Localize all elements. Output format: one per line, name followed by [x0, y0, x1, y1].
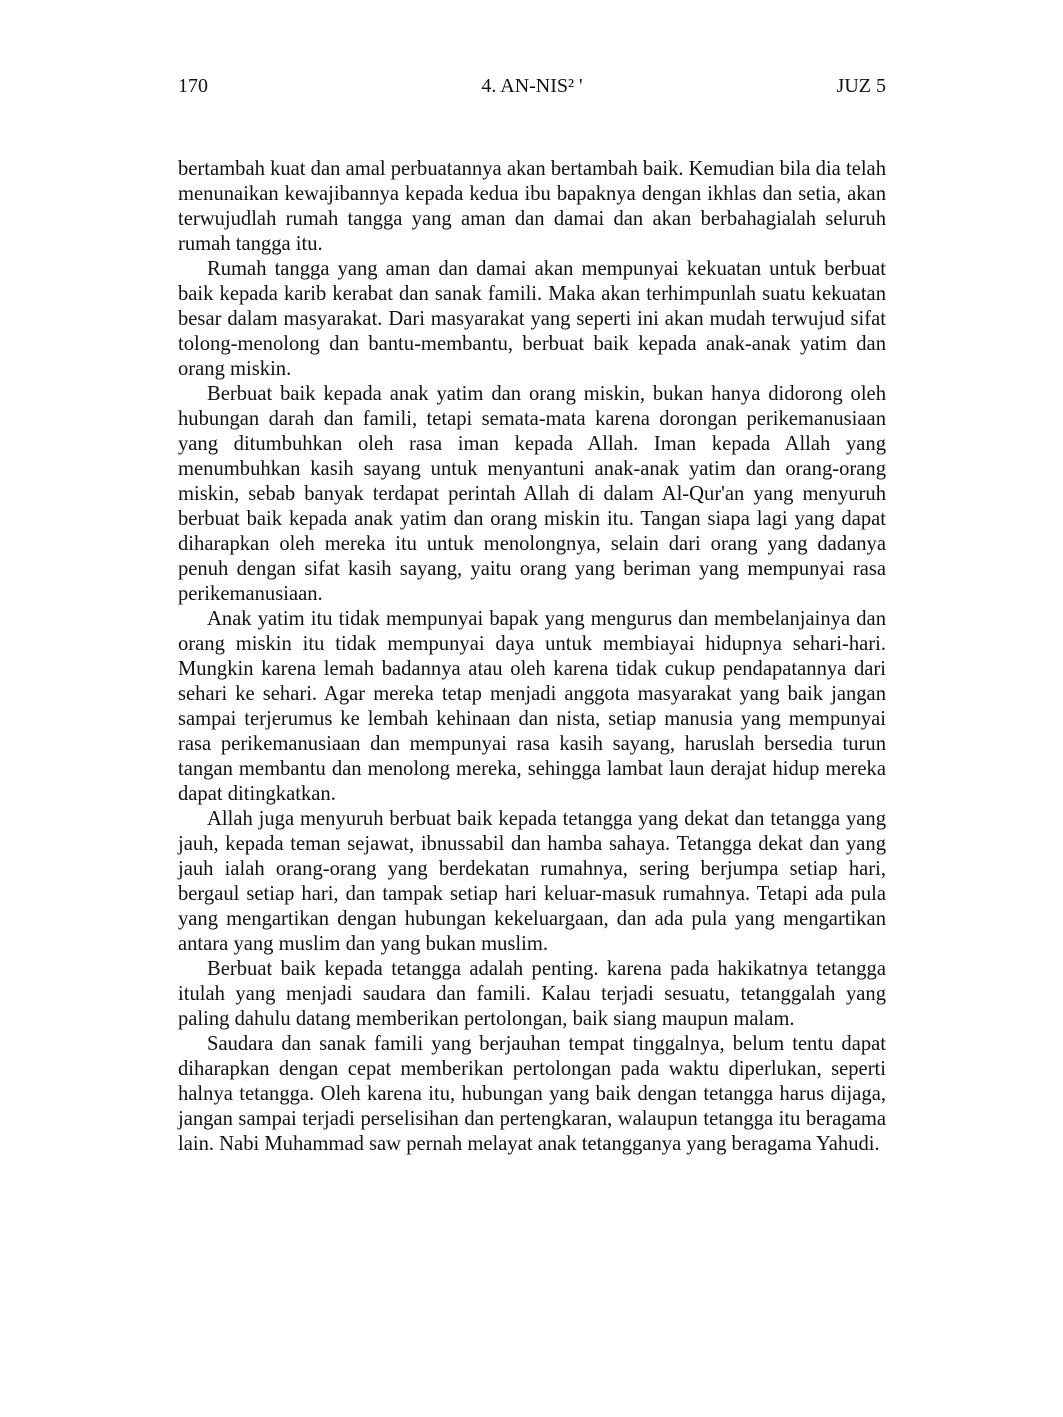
- chapter-title: 4. AN-NIS² ': [481, 75, 583, 97]
- paragraph: Rumah tangga yang aman dan damai akan mempunyai kekuatan untuk berbuat baik kepada karib kerabat dan sanak famili. Maka akan terhimpunlah suatu kekuatan besar dalam masyarakat. Dari masyarakat yang seperti ini akan mudah terwujud sifat tolong-menolong dan bantu-membantu, berbuat baik kepada anak-anak yatim dan orang miskin.: [178, 258, 886, 380]
- page-number: 170: [178, 75, 208, 97]
- paragraph: Saudara dan sanak famili yang berjauhan tempat tinggalnya, belum tentu dapat diharapkan dengan cepat memberikan pertolongan pada waktu diperlukan, seperti halnya tetangga. Oleh karena itu, hubungan yang baik dengan tetangga harus dijaga, jangan sampai terjadi perselisihan dan pertengkaran, walaupun tetangga itu beragama lain. Nabi Muhammad saw pernah melayat anak tetangganya yang beragama Yahudi.: [178, 1033, 886, 1155]
- paragraph: Berbuat baik kepada tetangga adalah penting. karena pada hakikatnya tetangga itulah yang menjadi saudara dan famili. Kalau terjadi sesuatu, tetanggalah yang paling dahulu datang memberikan pertolongan, baik siang maupun malam.: [178, 958, 886, 1030]
- running-header: [178, 72, 886, 100]
- paragraph: Berbuat baik kepada anak yatim dan orang miskin, bukan hanya didorong oleh hubungan darah dan famili, tetapi semata-mata karena dorongan perikemanusiaan yang ditumbuhkan oleh rasa iman kepada Allah. Iman kepada Allah yang menumbuhkan kasih sayang untuk menyantuni anak-anak yatim dan orang-orang miskin, sebab banyak terdapat perintah Allah di dalam Al-Qur'an yang menyuruh berbuat baik kepada anak yatim dan orang miskin itu. Tangan siapa lagi yang dapat diharapkan oleh mereka itu untuk menolongnya, selain dari orang yang dadanya penuh dengan sifat kasih sayang, yaitu orang yang beriman yang mempunyai rasa perikemanusiaan.: [178, 383, 886, 605]
- juz-label: JUZ 5: [836, 75, 886, 97]
- paragraph: Anak yatim itu tidak mempunyai bapak yang mengurus dan membelanjainya dan orang miskin itu tidak mempunyai daya untuk membiayai hidupnya sehari-hari. Mungkin karena lemah badannya atau oleh karena tidak cukup pendapatannya dari sehari ke sehari. Agar mereka tetap menjadi anggota masyarakat yang baik jangan sampai terjerumus ke lembah kehinaan dan nista, setiap manusia yang mempunyai rasa perikemanusiaan dan mempunyai rasa kasih sayang, haruslah bersedia turun tangan membantu dan menolong mereka, sehingga lambat laun derajat hidup mereka dapat ditingkatkan.: [178, 608, 886, 805]
- paragraph: bertambah kuat dan amal perbuatannya akan bertambah baik. Kemudian bila dia telah menunaikan kewajibannya kepada kedua ibu bapaknya dengan ikhlas dan setia, akan terwujudlah rumah tangga yang aman dan damai dan akan berbahagialah seluruh rumah tangga itu.: [178, 158, 886, 255]
- paragraph: Allah juga menyuruh berbuat baik kepada tetangga yang dekat dan tetangga yang jauh, kepada teman sejawat, ibnussabil dan hamba sahaya. Tetangga dekat dan yang jauh ialah orang-orang yang berdekatan rumahnya, sering berjumpa setiap hari, bergaul setiap hari, dan tampak setiap hari keluar-masuk rumahnya. Tetapi ada pula yang mengartikan dengan hubungan kekeluargaan, dan ada pula yang mengartikan antara yang muslim dan yang bukan muslim.: [178, 808, 886, 955]
- main-text: [178, 157, 886, 1157]
